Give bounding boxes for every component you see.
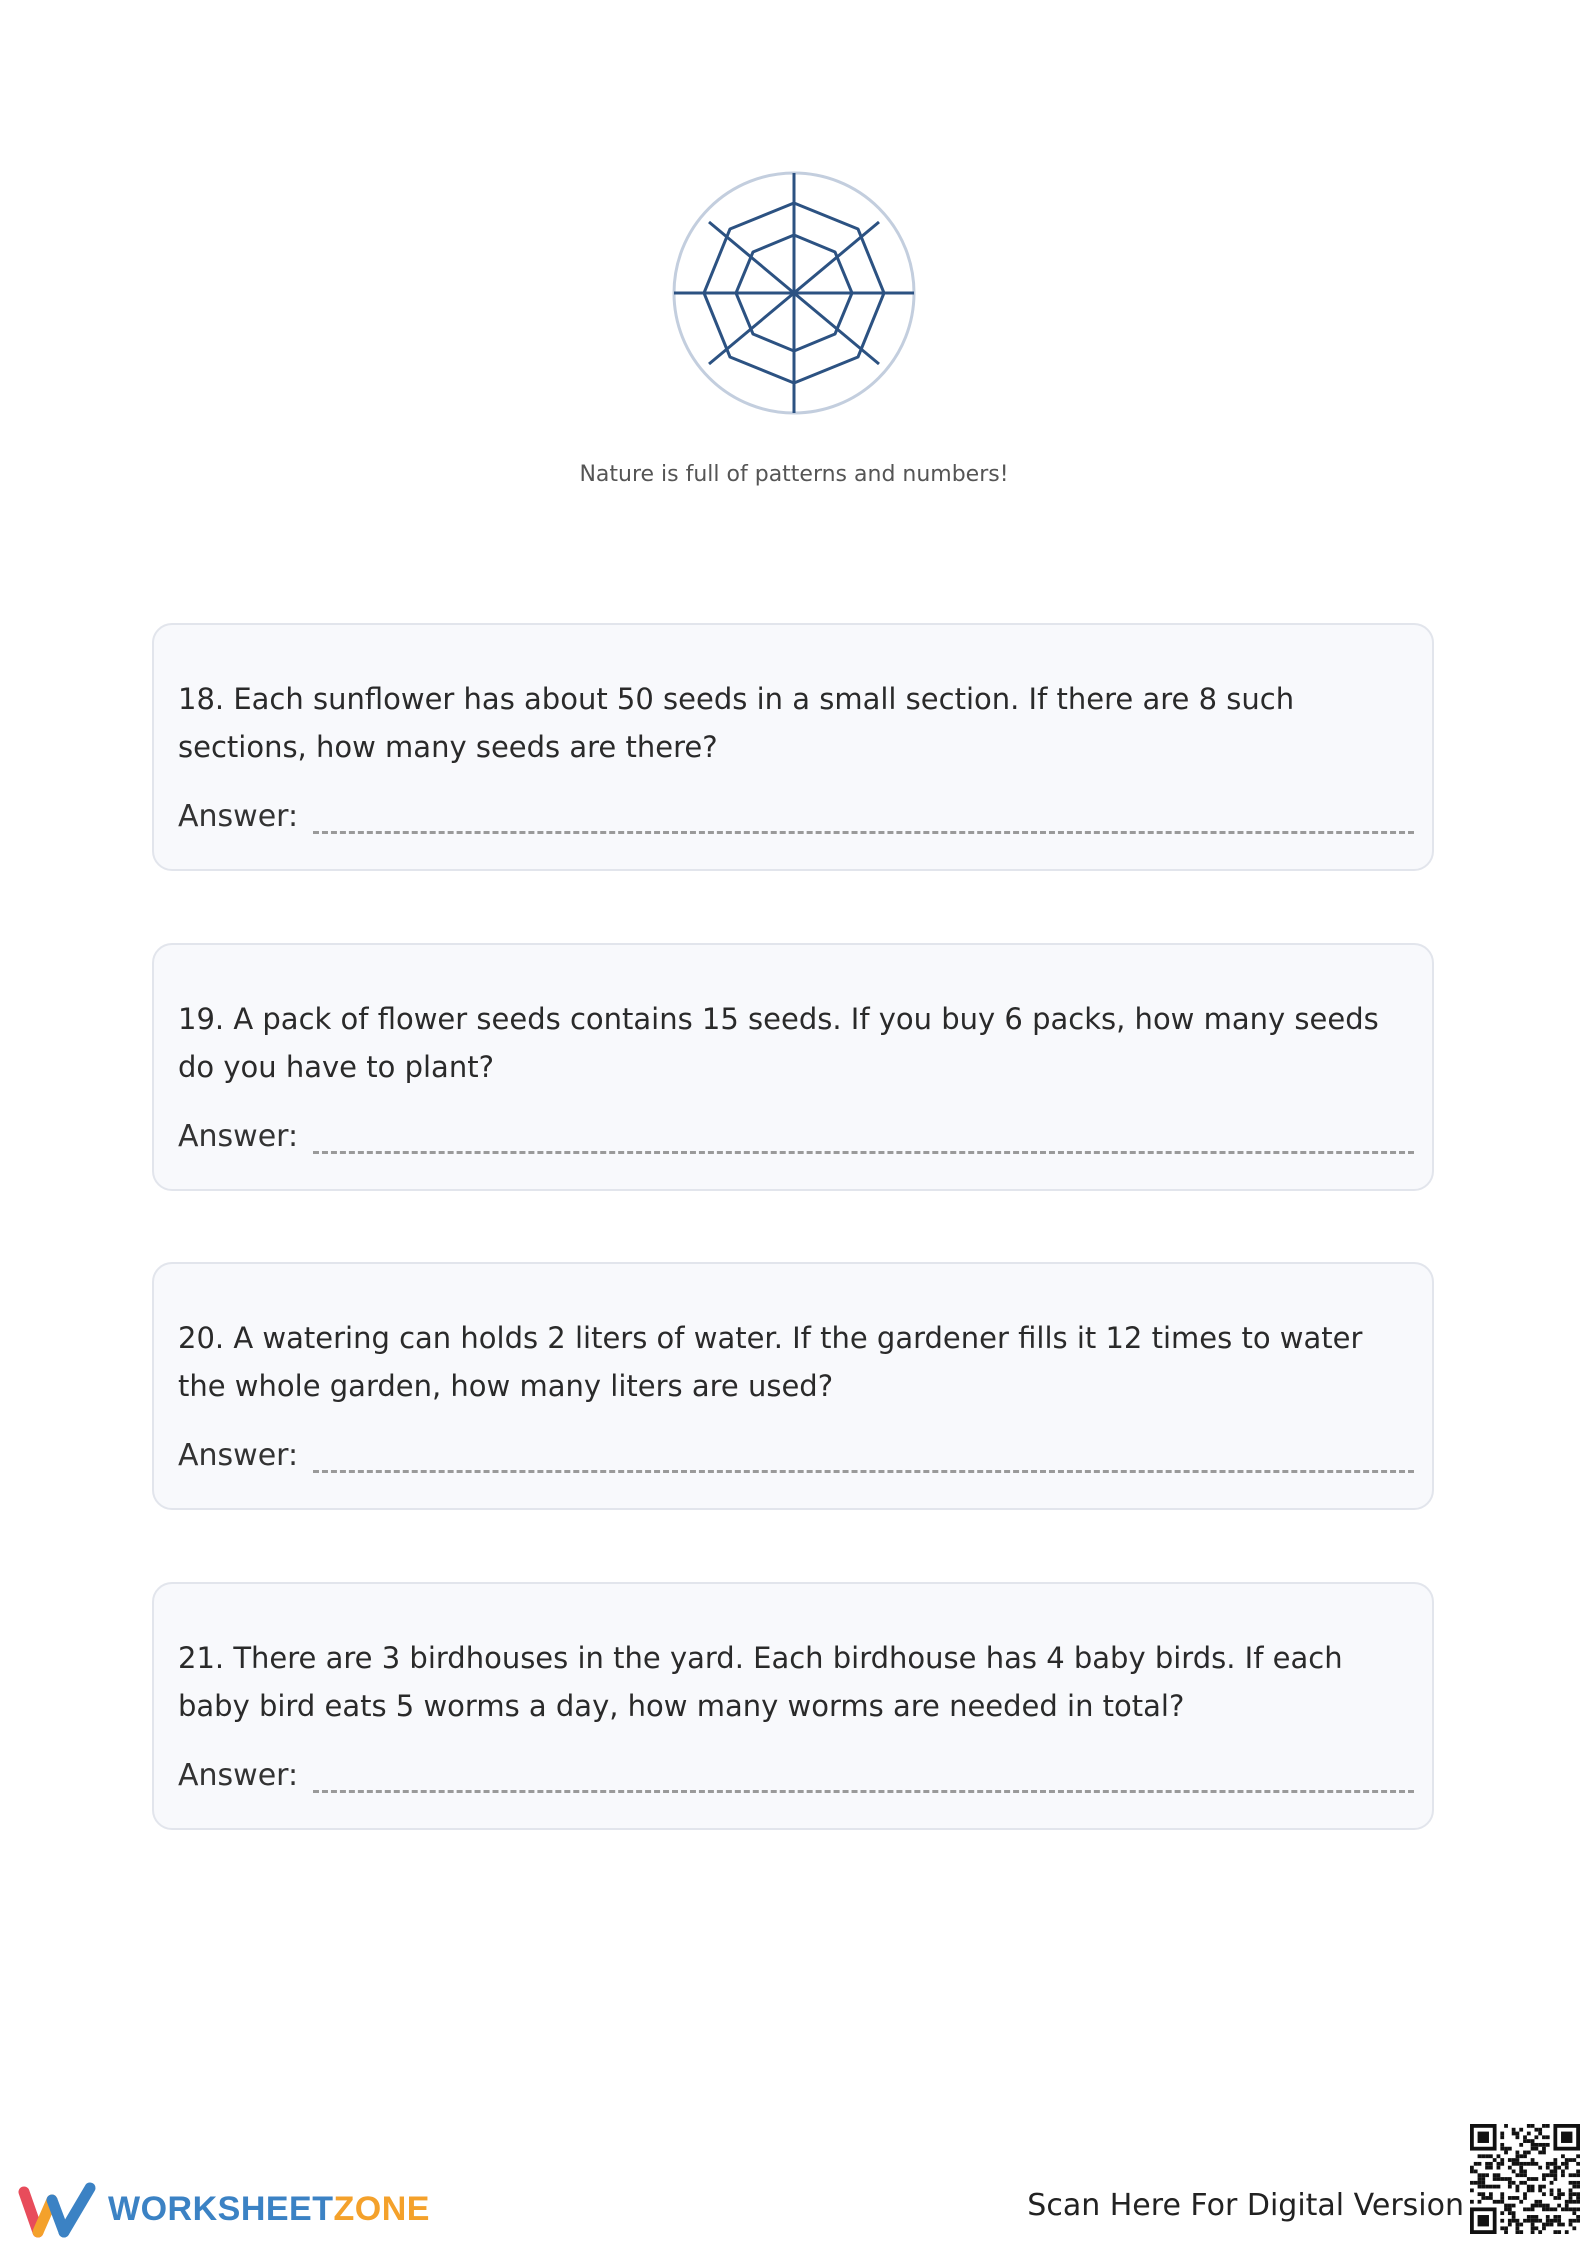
illustration-caption: Nature is full of patterns and numbers! [579, 462, 1009, 487]
scan-instruction: Scan Here For Digital Version [1027, 2188, 1464, 2223]
qr-code-icon[interactable] [1470, 2124, 1580, 2234]
answer-row [178, 1754, 1414, 1798]
answer-label: Answer: [178, 799, 299, 834]
question-card-21 [152, 1582, 1434, 1830]
question-card-20 [152, 1262, 1434, 1510]
answer-line[interactable] [313, 1790, 1414, 1793]
answer-line[interactable] [313, 831, 1414, 834]
answer-row [178, 1115, 1414, 1159]
answer-label: Answer: [178, 1758, 299, 1793]
question-text: 20. A watering can holds 2 liters of water. If the gardener fills it 12 times to water the whole garden, how many liters are used? [178, 1321, 1363, 1403]
logo-text [108, 2190, 430, 2229]
answer-row [178, 1434, 1414, 1478]
answer-label: Answer: [178, 1438, 299, 1473]
answer-line[interactable] [313, 1151, 1414, 1154]
worksheetzone-logo[interactable] [18, 2180, 438, 2240]
logo-word-worksheet: WORKSHEET [108, 2190, 334, 2228]
logo-word-zone: ZONE [333, 2190, 430, 2228]
question-card-19 [152, 943, 1434, 1191]
question-text: 19. A pack of flower seeds contains 15 seeds. If you buy 6 packs, how many seeds do you have to plant? [178, 1002, 1379, 1084]
answer-row [178, 795, 1414, 839]
logo-mark-icon [18, 2180, 100, 2240]
question-text: 18. Each sunflower has about 50 seeds in a small section. If there are 8 such sections, how many seeds are there? [178, 682, 1295, 764]
answer-line[interactable] [313, 1470, 1414, 1473]
question-text: 21. There are 3 birdhouses in the yard. Each birdhouse has 4 baby birds. If each baby bird eats 5 worms a day, how many worms are needed in total? [178, 1641, 1343, 1723]
spider-web-icon [671, 170, 917, 416]
question-card-18 [152, 623, 1434, 871]
answer-label: Answer: [178, 1119, 299, 1154]
